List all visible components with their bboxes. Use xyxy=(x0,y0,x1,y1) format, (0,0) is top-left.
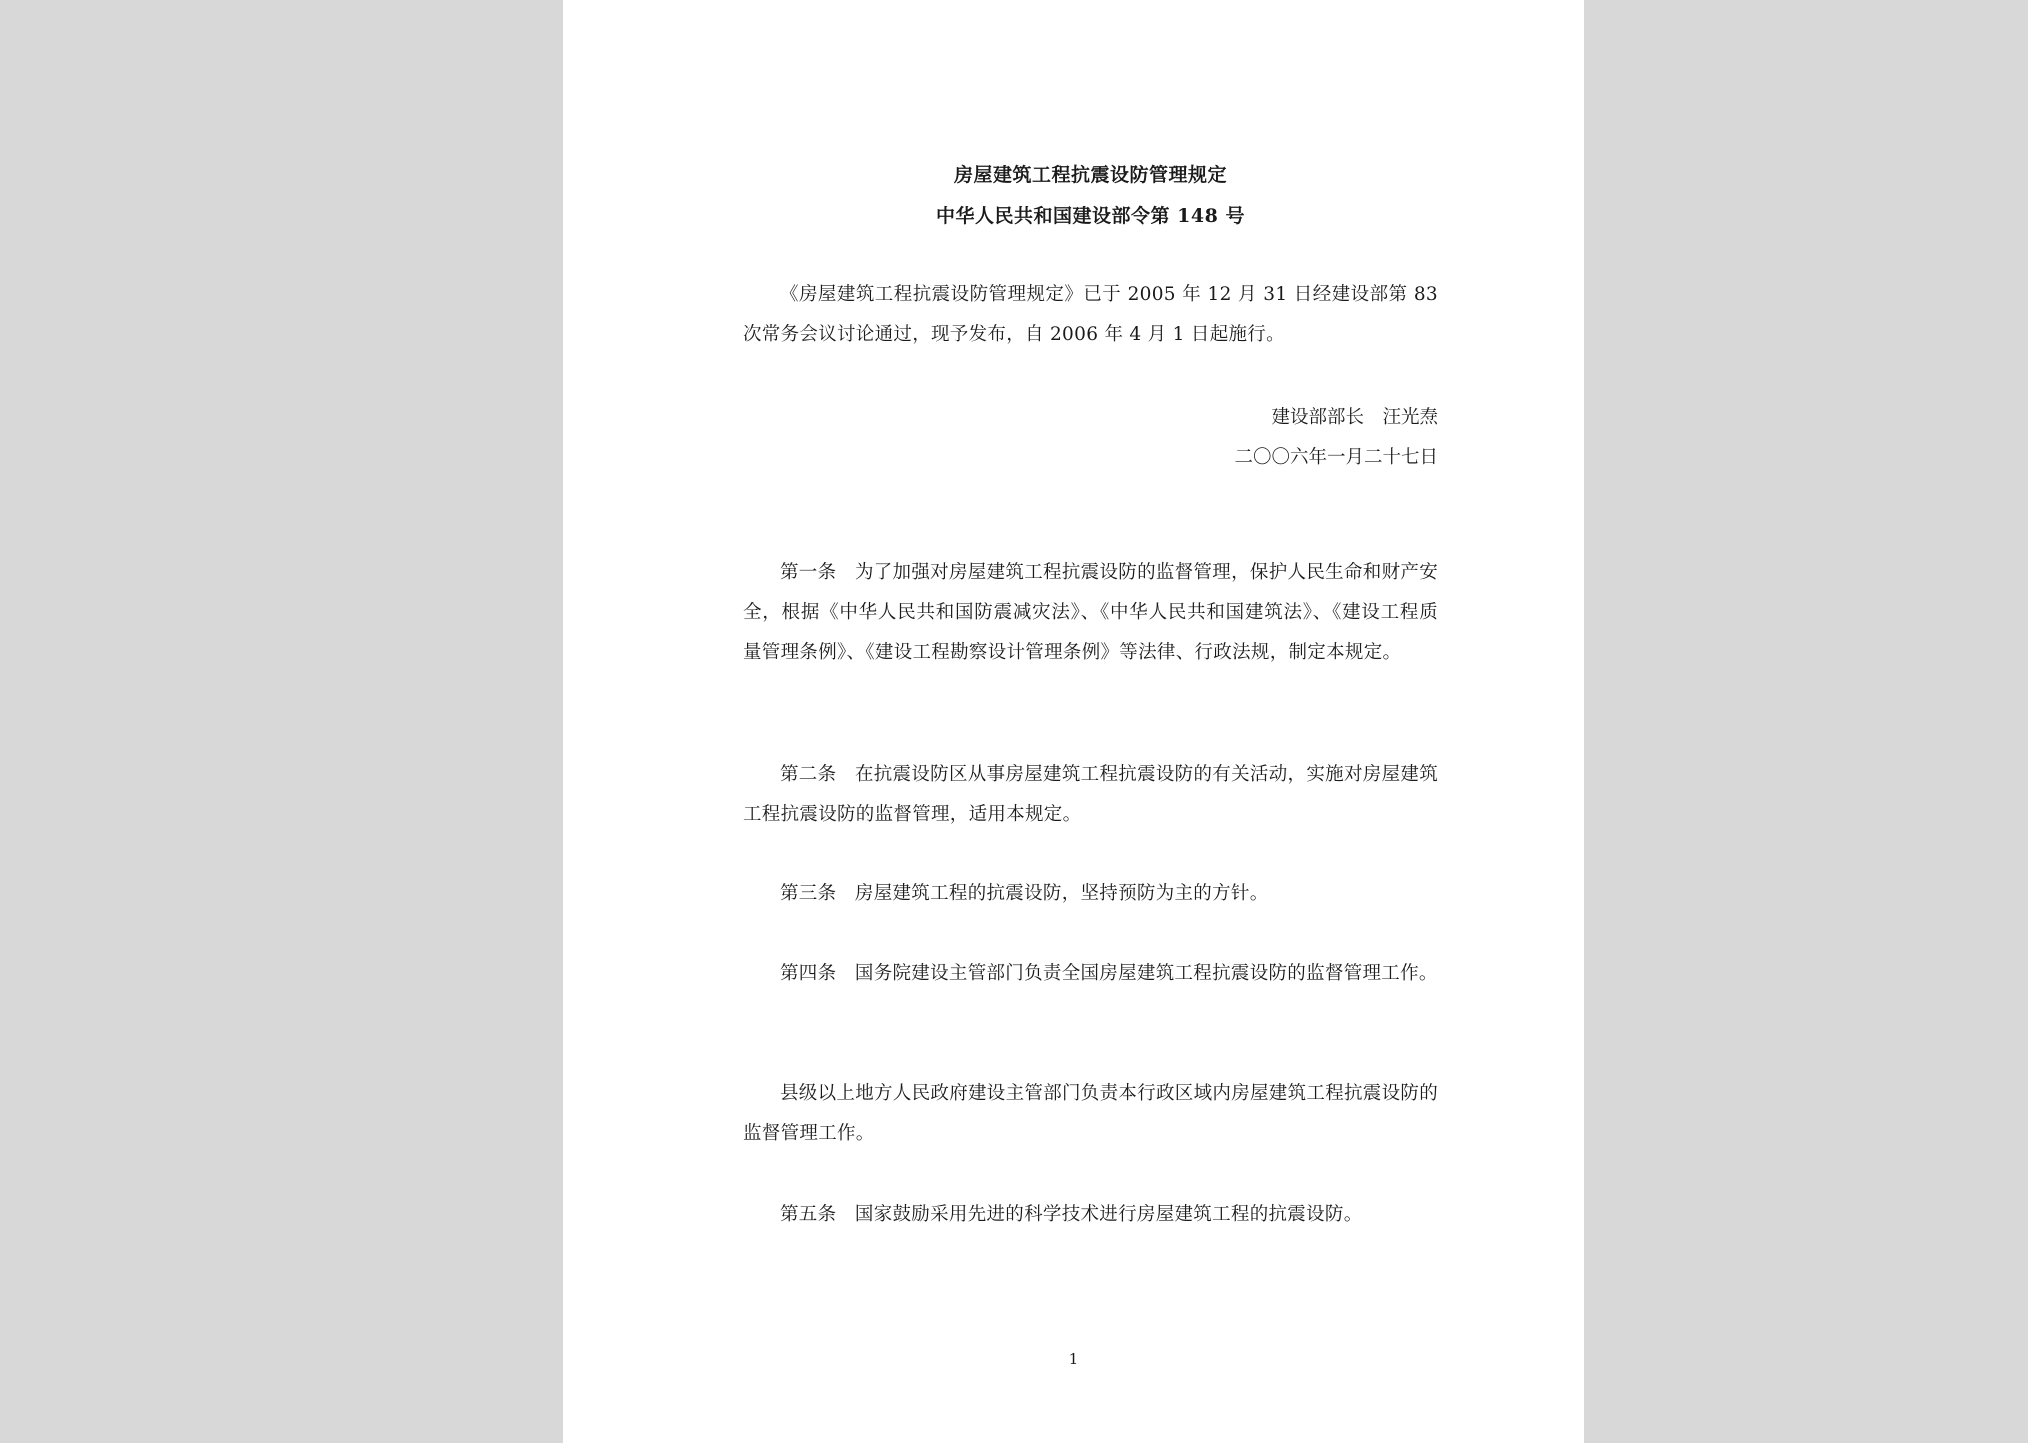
article-3-label: 第三条 xyxy=(780,883,837,904)
article-4-paragraph-2-text: 县级以上地方人民政府建设主管部门负责本行政区域内房屋建筑工程抗震设防的监督管理工作。 xyxy=(743,1083,1439,1144)
article-4-label: 第四条 xyxy=(780,963,837,984)
article-3-text: 房屋建筑工程的抗震设防，坚持预防为主的方针。 xyxy=(854,883,1269,904)
article-4 xyxy=(743,954,1438,994)
page-number: 1 xyxy=(1068,1350,1079,1368)
document-page xyxy=(563,0,1584,1443)
article-2-label: 第二条 xyxy=(780,764,837,785)
article-5-text: 国家鼓励采用先进的科学技术进行房屋建筑工程的抗震设防。 xyxy=(854,1204,1363,1225)
article-2-text: 在抗震设防区从事房屋建筑工程抗震设防的有关活动，实施对房屋建筑工程抗震设防的监督管理，适用本规定。 xyxy=(743,764,1438,825)
article-4-text: 国务院建设主管部门负责全国房屋建筑工程抗震设防的监督管理工作。 xyxy=(854,963,1438,984)
document-title: 房屋建筑工程抗震设防管理规定 xyxy=(953,164,1227,186)
document-subtitle: 中华人民共和国建设部令第 148 号 xyxy=(936,205,1245,227)
signing-date: 二〇〇六年一月二十七日 xyxy=(1234,447,1438,468)
article-2 xyxy=(743,755,1438,835)
article-1-text: 为了加强对房屋建筑工程抗震设防的监督管理，保护人民生命和财产安全，根据《中华人民共和国防震减灾法》、《中华人民共和国建筑法》、《建设工程质量管理条例》、《建设工程勘察设计管理条例》等法律、行政法规，制定本规定。 xyxy=(743,562,1438,663)
preamble-paragraph: 《房屋建筑工程抗震设防管理规定》已于 2005 年 12 月 31 日经建设部第 83 次常务会议讨论通过，现予发布，自 2006 年 4 月 1 日起施行。 xyxy=(743,284,1438,345)
signatory: 建设部部长 汪光焘 xyxy=(1271,407,1438,428)
article-4-paragraph-2 xyxy=(743,1074,1438,1154)
article-5 xyxy=(743,1195,1438,1235)
article-5-label: 第五条 xyxy=(780,1204,837,1225)
article-1 xyxy=(743,553,1438,673)
article-1-label: 第一条 xyxy=(780,562,837,583)
article-3 xyxy=(743,874,1438,914)
